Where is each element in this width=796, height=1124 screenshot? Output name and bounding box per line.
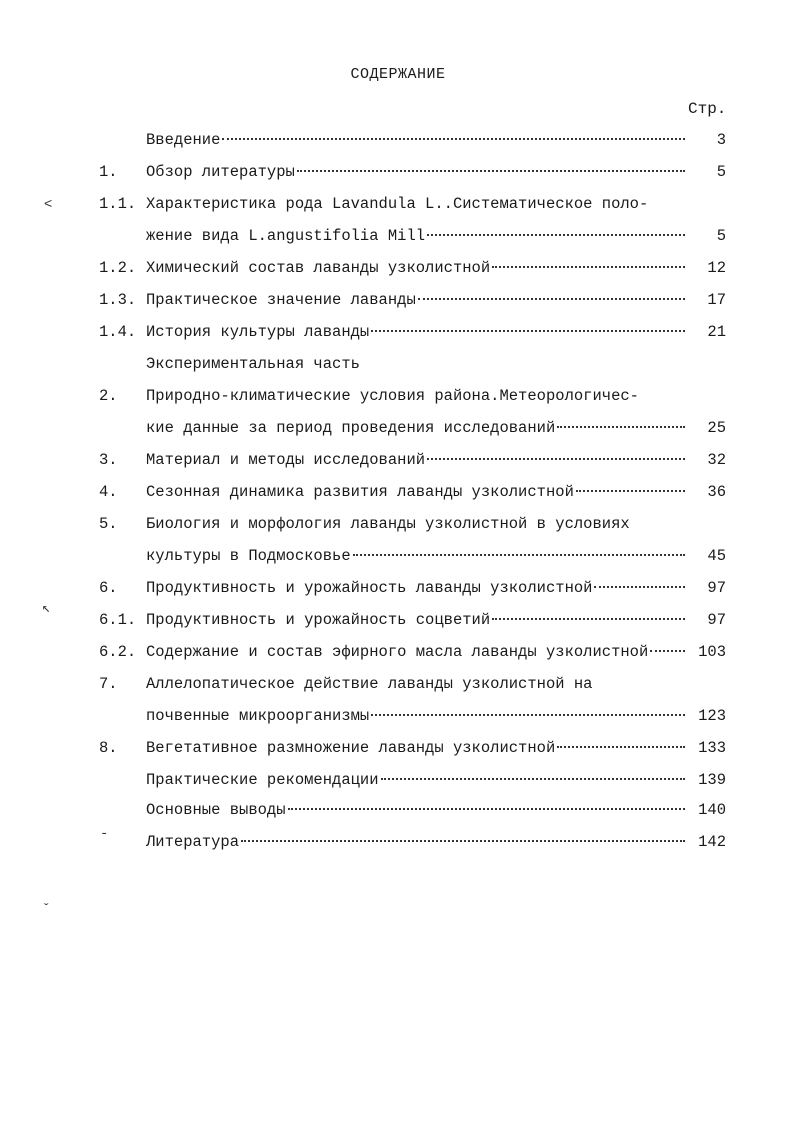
toc-entry	[146, 478, 691, 506]
toc-entry	[146, 796, 691, 824]
toc-page-number: 97	[707, 579, 726, 597]
toc-row	[0, 796, 796, 824]
dot-leader	[557, 730, 685, 748]
dot-leader	[557, 410, 685, 428]
toc-entry-text: жение вида L.angustifolia Mill	[146, 227, 426, 245]
dot-leader	[353, 538, 685, 556]
toc-entry	[146, 638, 691, 666]
toc-entry-text: Аллелопатическое действие лаванды узколистной на	[146, 675, 593, 693]
toc-number: 1.4.	[99, 323, 137, 341]
toc-row	[0, 734, 796, 762]
toc-page-number: 133	[698, 739, 726, 757]
toc-page-number: 142	[698, 833, 726, 851]
dot-leader	[492, 250, 685, 268]
toc-entry-text: кие данные за период проведения исследований	[146, 419, 556, 437]
toc-page-number: 17	[707, 291, 726, 309]
toc-entry	[146, 350, 736, 378]
toc-entry	[146, 766, 691, 794]
toc-entry-text: Практическое значение лаванды	[146, 291, 416, 309]
toc-number: 6.2.	[99, 643, 137, 661]
toc-entry	[146, 574, 691, 602]
scan-speck: ˇ	[42, 902, 51, 918]
dot-leader	[576, 474, 685, 492]
toc-page-number: 45	[707, 547, 726, 565]
toc-page-number: 32	[707, 451, 726, 469]
toc-page-number: 123	[698, 707, 726, 725]
toc-row	[0, 126, 796, 154]
toc-entry-text: Характеристика рода Lavandula L..Систематическое поло-	[146, 195, 649, 213]
dot-leader	[418, 282, 685, 300]
toc-entry	[146, 702, 691, 730]
toc-page-number: 140	[698, 801, 726, 819]
toc-entry	[146, 158, 691, 186]
toc-entry	[146, 190, 736, 218]
toc-entry	[146, 542, 691, 570]
toc-row	[0, 318, 796, 346]
dot-leader	[427, 442, 685, 460]
dot-leader	[371, 698, 685, 716]
toc-page-number: 12	[707, 259, 726, 277]
dot-leader	[222, 122, 685, 140]
dot-leader	[594, 570, 685, 588]
toc-entry-text: Биология и морфология лаванды узколистной в условиях	[146, 515, 630, 533]
toc-number: 3.	[99, 451, 118, 469]
toc-entry	[146, 414, 691, 442]
toc-entry-text: Материал и методы исследований	[146, 451, 426, 469]
toc-page-number: 5	[716, 163, 726, 181]
toc-entry	[146, 606, 691, 634]
toc-entry-text: почвенные микроорганизмы	[146, 707, 370, 725]
toc-number: 1.2.	[99, 259, 137, 277]
toc-row	[0, 638, 796, 666]
toc-entry-text: Продуктивность и урожайность лаванды узколистной	[146, 579, 593, 597]
toc-row	[0, 606, 796, 634]
toc-page-number: 139	[698, 771, 726, 789]
scan-speck: ↖	[42, 601, 51, 617]
toc-row	[0, 158, 796, 186]
toc-entry-text: Химический состав лаванды узколистной	[146, 259, 491, 277]
toc-row	[0, 510, 796, 538]
toc-row	[0, 286, 796, 314]
toc-entry	[146, 734, 691, 762]
toc-row	[0, 828, 796, 856]
toc-number: 4.	[99, 483, 118, 501]
dot-leader	[371, 314, 685, 332]
toc-entry-text: Содержание и состав эфирного масла лаванды узколистной	[146, 643, 649, 661]
toc-entry-text: Обзор литературы	[146, 163, 295, 181]
toc-row	[0, 414, 796, 442]
page-title: СОДЕРЖАНИЕ	[350, 66, 446, 83]
toc-row	[0, 542, 796, 570]
toc-entry	[146, 828, 691, 856]
toc-entry-text: Продуктивность и урожайность соцветий	[146, 611, 491, 629]
toc-entry	[146, 126, 691, 154]
toc-row	[0, 190, 796, 218]
toc-page-number: 21	[707, 323, 726, 341]
toc-entry-text: Сезонная динамика развития лаванды узколистной	[146, 483, 574, 501]
toc-entry-text: Природно-климатические условия района.Метеорологичес-	[146, 387, 639, 405]
toc-entry-text: Литература	[146, 833, 240, 851]
dot-leader	[427, 218, 685, 236]
toc-row	[0, 702, 796, 730]
dot-leader	[492, 602, 685, 620]
toc-entry-text: Введение	[146, 131, 221, 149]
toc-row	[0, 382, 796, 410]
toc-entry	[146, 446, 691, 474]
toc-entry-text: культуры в Подмосковье	[146, 547, 351, 565]
toc-number: 1.3.	[99, 291, 137, 309]
dot-leader	[650, 634, 685, 652]
toc-entry-text: История культуры лаванды	[146, 323, 370, 341]
toc-number: 8.	[99, 739, 118, 757]
dot-leader	[288, 792, 685, 810]
toc-entry-text: Основные выводы	[146, 801, 286, 819]
toc-entry-text: Вегетативное размножение лаванды узколистной	[146, 739, 556, 757]
dot-leader	[297, 154, 685, 172]
toc-row	[0, 222, 796, 250]
toc-row	[0, 766, 796, 794]
toc-row	[0, 670, 796, 698]
toc-entry	[146, 286, 691, 314]
toc-page-number: 97	[707, 611, 726, 629]
toc-entry-text: Практические рекомендации	[146, 771, 379, 789]
toc-row	[0, 478, 796, 506]
toc-entry	[146, 382, 736, 410]
toc-entry	[146, 222, 691, 250]
toc-number: 5.	[99, 515, 118, 533]
toc-number: 1.1.	[99, 195, 137, 213]
toc-entry	[146, 254, 691, 282]
scan-speck: ˂	[44, 197, 53, 213]
toc-page-number: 103	[698, 643, 726, 661]
toc-number: 6.1.	[99, 611, 137, 629]
toc-number: 1.	[99, 163, 118, 181]
scan-speck: -	[100, 826, 109, 842]
toc-row	[0, 446, 796, 474]
toc-entry	[146, 318, 691, 346]
toc-row	[0, 574, 796, 602]
toc-page-number: 3	[716, 131, 726, 149]
toc-number: 7.	[99, 675, 118, 693]
toc-row	[0, 254, 796, 282]
toc-row	[0, 350, 796, 378]
page-column-label: Стр.	[688, 100, 727, 118]
toc-page-number: 25	[707, 419, 726, 437]
toc-number: 6.	[99, 579, 118, 597]
toc-number: 2.	[99, 387, 118, 405]
toc-entry	[146, 670, 736, 698]
toc-entry	[146, 510, 736, 538]
toc-entry-text: Экспериментальная часть	[146, 355, 360, 373]
dot-leader	[241, 824, 685, 842]
toc-page-number: 36	[707, 483, 726, 501]
toc-page-number: 5	[716, 227, 726, 245]
dot-leader	[381, 762, 685, 780]
